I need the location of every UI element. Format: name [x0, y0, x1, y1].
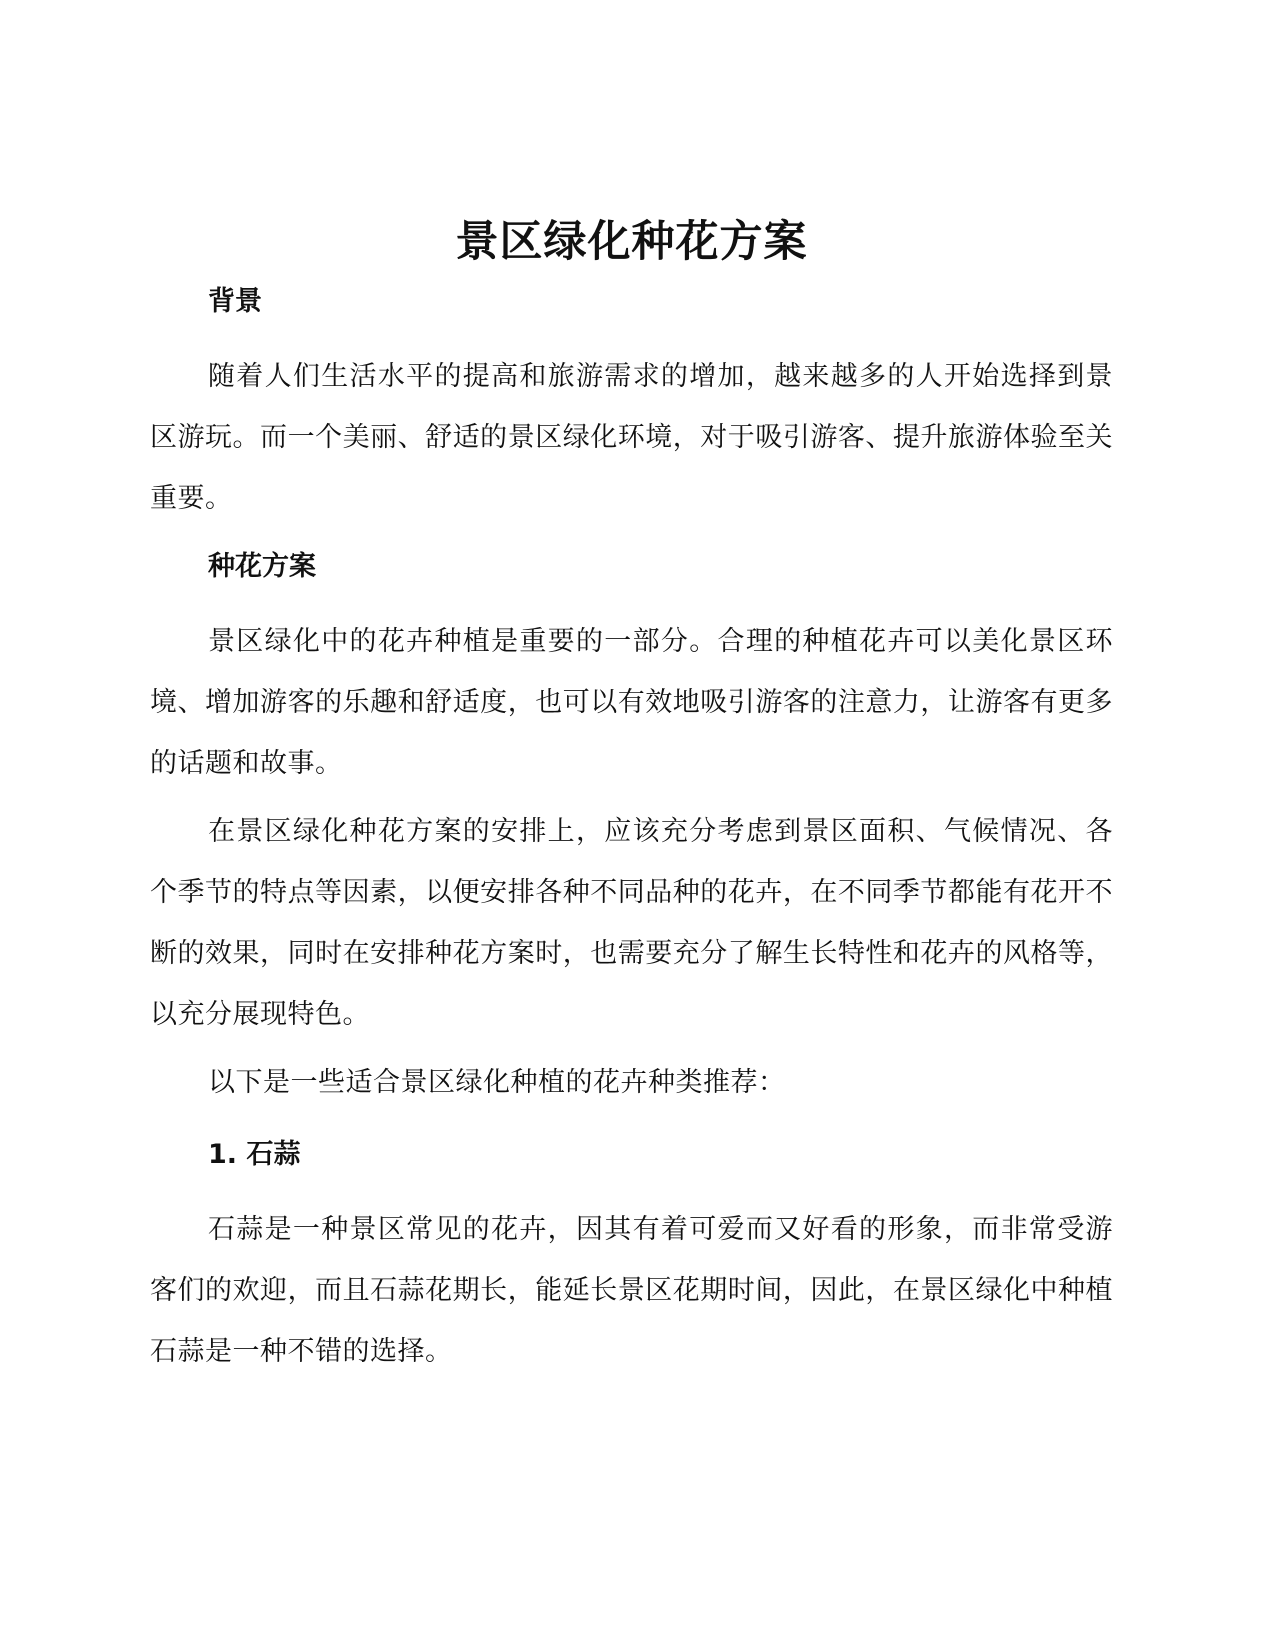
document-page	[150, 0, 1113, 1650]
document-title: 景区绿化种花方案	[455, 217, 808, 267]
paragraph-plan-1: 景区绿化中的花卉种植是重要的一部分。合理的种植花卉可以美化景区环境、增加游客的乐趣和舒适度，也可以有效地吸引游客的注意力，让游客有更多的话题和故事。	[150, 626, 1113, 779]
section-heading-plan: 种花方案	[208, 551, 316, 582]
paragraph-plan-3: 以下是一些适合景区绿化种植的花卉种类推荐：	[208, 1067, 786, 1098]
paragraph-shisuan: 石蒜是一种景区常见的花卉，因其有着可爱而又好看的形象，而非常受游客们的欢迎，而且石蒜花期长，能延长景区花期时间，因此，在景区绿化中种植石蒜是一种不错的选择。	[150, 1214, 1113, 1367]
paragraph-plan-2: 在景区绿化种花方案的安排上，应该充分考虑到景区面积、气候情况、各个季节的特点等因素，以便安排各种不同品种的花卉，在不同季节都能有花开不断的效果，同时在安排种花方案时，也需要充分了解生长特性和花卉的风格等，以充分展现特色。	[150, 816, 1113, 1030]
paragraph-background: 随着人们生活水平的提高和旅游需求的增加，越来越多的人开始选择到景区游玩。而一个美丽、舒适的景区绿化环境，对于吸引游客、提升旅游体验至关重要。	[150, 361, 1113, 514]
section-heading-background: 背景	[208, 286, 262, 317]
item-heading-shisuan: 1. 石蒜	[208, 1139, 301, 1170]
